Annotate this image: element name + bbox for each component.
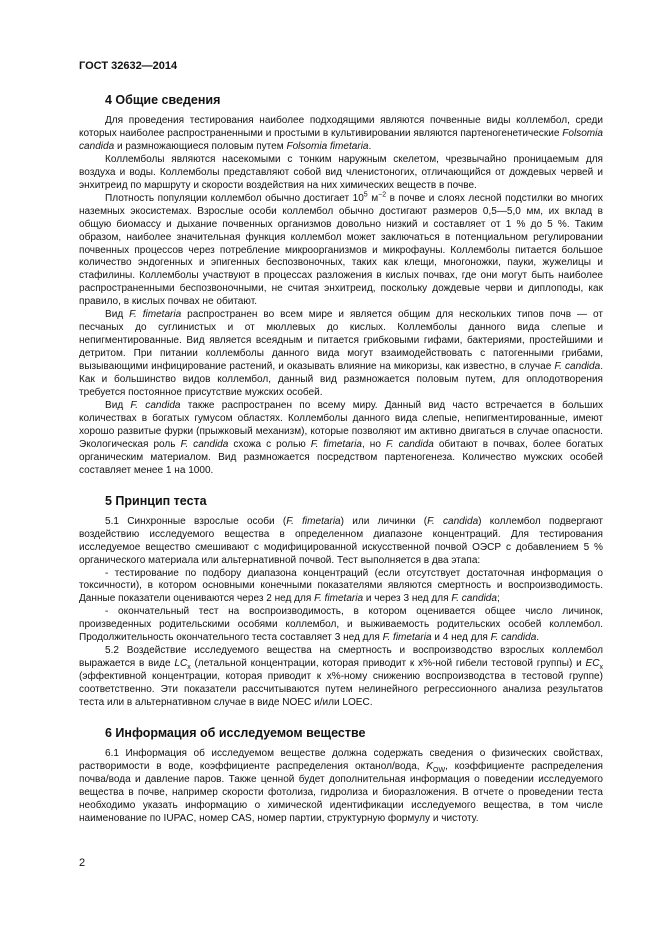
italic-term: F. candida bbox=[490, 632, 537, 644]
paragraph: Коллемболы являются насекомыми с тонким наружным скелетом, чрезвычайно проницаемым для воздуха и воды. Коллемболы представляют собой вид членистоногих, отличающийся от дождевых червей и энхитреид по маршруту и скорости воздействия на них химических веществ в почве. bbox=[79, 153, 603, 191]
subscript: OW bbox=[433, 766, 446, 774]
section-3 bbox=[79, 725, 603, 826]
italic-term: LC bbox=[174, 658, 188, 670]
section-title: 4 Общие сведения bbox=[105, 93, 221, 107]
paragraph: Вид F. fimetaria распространен во всем мире и является общим для нескольких типов почв — от песчаных до суглинистых и от мюллевых до кислых. Коллемболы данного вида слепые и непигментированные. Вид является всеядным и питается грибковыми гифами, бактериями, простейшими и детритом. При питании коллемболы данного вида могут взаимодействовать с патогенными грибами, вызывающими инфицирование растений, и оказывать влияние на микоризы, как известно, в случае F. candida. Как и большинство видов коллембол, данный вид размножается половым путем, для оплодотворения требуется постоянное присутствие мужских особей. bbox=[79, 309, 604, 399]
italic-term: Folsomia candida bbox=[79, 127, 603, 152]
italic-term: F. candida bbox=[180, 438, 229, 450]
italic-term: F. candida bbox=[554, 361, 601, 373]
italic-term: F. fimetaria bbox=[310, 438, 362, 450]
paragraph: 5.2 Воздействие исследуемого вещества на смертность и воспроизводство взрослых коллембол выражается в виде $LC_x$ (летальной концентрации, которая приводит к x%-ной гибели тестовой группы) и $EC_x$ (эффективной концентрации, которая приводит к x%-ному снижению воспроизводства в тестовой группе) соответственно. Эти показатели рассчитываются путем нелинейного регрессионного анализа результатов теста или в альтернативном случае в виде NOEC и/или LOEC. bbox=[79, 645, 603, 709]
italic-term: Folsomia fimetaria bbox=[286, 140, 369, 152]
section-title: 5 Принцип теста bbox=[105, 493, 207, 508]
italic-term: F. fimetaria bbox=[314, 593, 364, 605]
section-2 bbox=[79, 493, 603, 710]
superscript: −2 bbox=[378, 191, 387, 199]
italic-term: F. candida bbox=[130, 399, 181, 411]
paragraph: Для проведения тестирования наиболее подходящими являются почвенные виды коллембол, среди которых наиболее распространенными и простыми в культивировании являются партеногенетические Folsomia candida и размножающиеся половым путем Folsomia fimetaria. bbox=[79, 115, 603, 152]
italic-term: EC bbox=[585, 658, 600, 670]
italic-term: F. fimetaria bbox=[286, 515, 341, 527]
superscript: 5 bbox=[363, 191, 368, 199]
paragraph: Вид F. candida также распространен по всему миру. Данный вид часто встречается в больших количествах в богатых гумусом областях. Коллемболы данного вида слепые, непигментированные, имеют хорошо развитые фурки (прыжковый механизм), которые позволяют им активно двигаться в случае опасности. Экологическая роль F. candida схожа с ролью F. fimetaria, но F. candida обитают в почвах, более богатых органическим материалом. Вид размножается посредством партеногенеза. Количество мужских особей составляет менее 1 на 1000. bbox=[79, 399, 604, 476]
paragraph: Плотность популяции коллембол обычно достигает $10^5$ $м^{-2}$ в почве и слоях лесной подстилки во многих наземных экосистемах. Взрослые особи коллембол обычно достигают размеров 0,5—5,0 мм, их вклад в общую биомассу и дыхание почвенных организмов довольно низкий и составляет от 1 % до 5 %. Таким образом, наиболее значительная функция коллембол может заключаться в потенциальном регулировании почвенных процессов через потребление микроорганизмов и микрофауны. Коллемболы питается большое количество эндогенных и эпигенных беспозвоночных, таких как клещи, многоножки, пауки, жужелицы и стафилины. Коллемболы участвуют в процессах разложения в кислых почвах, где они могут быть наиболее распространенными беспозвоночными, не считая энхитреид, поскольку дождевые черви и диплоподы, как правило, в кислых почвах не обитают. bbox=[79, 191, 603, 308]
italic-term: F. fimetaria bbox=[382, 632, 432, 644]
italic-term: F. candida bbox=[451, 593, 497, 605]
section-1 bbox=[79, 92, 603, 478]
italic-term: K bbox=[426, 760, 433, 772]
italic-term: F. candida bbox=[385, 438, 434, 450]
paragraph: 5.1 Синхронные взрослые особи (F. fimetaria) или личинки (F. candida) коллембол подвергают воздействию исследуемого вещества в определенном диапазоне концентраций. Для тестирования исследуемое вещество смешивают с модифицированной искусственной почвой ОЭСР с добавлением 5 % органического материала или альтернативной почвой. Тест выполняется в два этапа: bbox=[79, 515, 604, 566]
italic-term: F. fimetaria bbox=[129, 309, 182, 321]
paragraph: - тестирование по подбору диапазона концентраций (если отсутствует достаточная информация о токсичности), в котором основными конечными показателями являются смертность и воспроизводимость. Данные показатели оцениваются через 2 нед для F. fimetaria и через 3 нед для F. candida; bbox=[79, 567, 603, 605]
section-title: 6 Информация об исследуемом веществе bbox=[105, 725, 366, 740]
document-body bbox=[79, 92, 603, 841]
paragraph: - окончательный тест на воспроизводимость, в котором оценивается общее число личинок, произведенных родительскими особями коллембол, и выживаемость родительских особей коллембол. Продолжительность окончательного теста составляет 3 нед для F. fimetaria и 4 нед для F. candida. bbox=[79, 606, 603, 644]
paragraph: 6.1 Информация об исследуемом веществе должна содержать сведения о физических свойствах, растворимости в воде, коэффициенте распределения октанол/вода, $K_{OW}$, коэффициенте распределения почва/вода и давление паров. Также ценной будет дополнительная информация о поведении исследуемого вещества в почве, например скорости фотолиза, гидролиза и биоразложения. В отчете о проведении теста необходимо указать информацию о химической идентификации исследуемого вещества, в том числе наименование по IUPAC, номер CAS, номер партии, структурную формулу и чистоту. bbox=[79, 747, 603, 824]
page-number: 2 bbox=[79, 857, 86, 869]
standard-header: ГОСТ 32632—2014 bbox=[79, 60, 178, 72]
italic-term: F. candida bbox=[427, 515, 479, 527]
subscript: x bbox=[599, 664, 603, 672]
subscript: x bbox=[187, 664, 191, 672]
